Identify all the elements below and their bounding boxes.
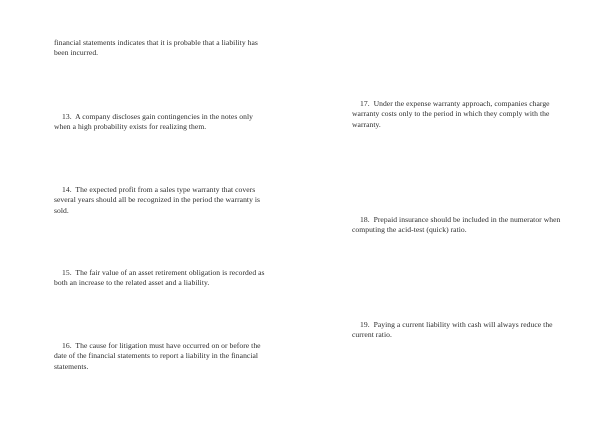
question-18-text: Prepaid insurance should be included in the numerator when computing the acid-test (quick) ratio. (352, 215, 561, 235)
question-13-text: A company discloses gain contingencies in the notes only when a high probability exists for realizing them. (54, 112, 253, 132)
question-14-number: 14. (62, 185, 72, 194)
question-19-number: 19. (360, 320, 370, 329)
question-13 (54, 112, 270, 133)
question-14-text: The expected profit from a sales type warranty that covers several years should all be recognized in the period the warranty is sold. (54, 185, 261, 215)
question-17-number: 17. (360, 99, 370, 108)
question-16 (54, 341, 268, 372)
question-17-text: Under the expense warranty approach, companies charge warranty costs only to the period in which they comply with the warranty. (352, 99, 550, 129)
question-18-number: 18. (360, 215, 370, 224)
question-14 (54, 185, 268, 216)
continuation-body: financial statements indicates that it is probable that a liability has been incurred. (54, 38, 258, 58)
question-15-text: The fair value of an asset retirement obligation is recorded as both an increase to the related asset and a liability. (54, 268, 265, 288)
question-15 (54, 268, 274, 289)
continuation-text (54, 38, 268, 59)
question-13-number: 13. (62, 112, 72, 121)
question-19 (352, 320, 566, 341)
question-18 (352, 215, 566, 236)
question-19-text: Paying a current liability with cash will always reduce the current ratio. (352, 320, 553, 340)
question-16-text: The cause for litigation must have occurred on or before the date of the financial statements to report a liability in the financial statements. (54, 341, 261, 371)
question-17 (352, 99, 566, 130)
question-15-number: 15. (62, 268, 72, 277)
question-16-number: 16. (62, 341, 72, 350)
